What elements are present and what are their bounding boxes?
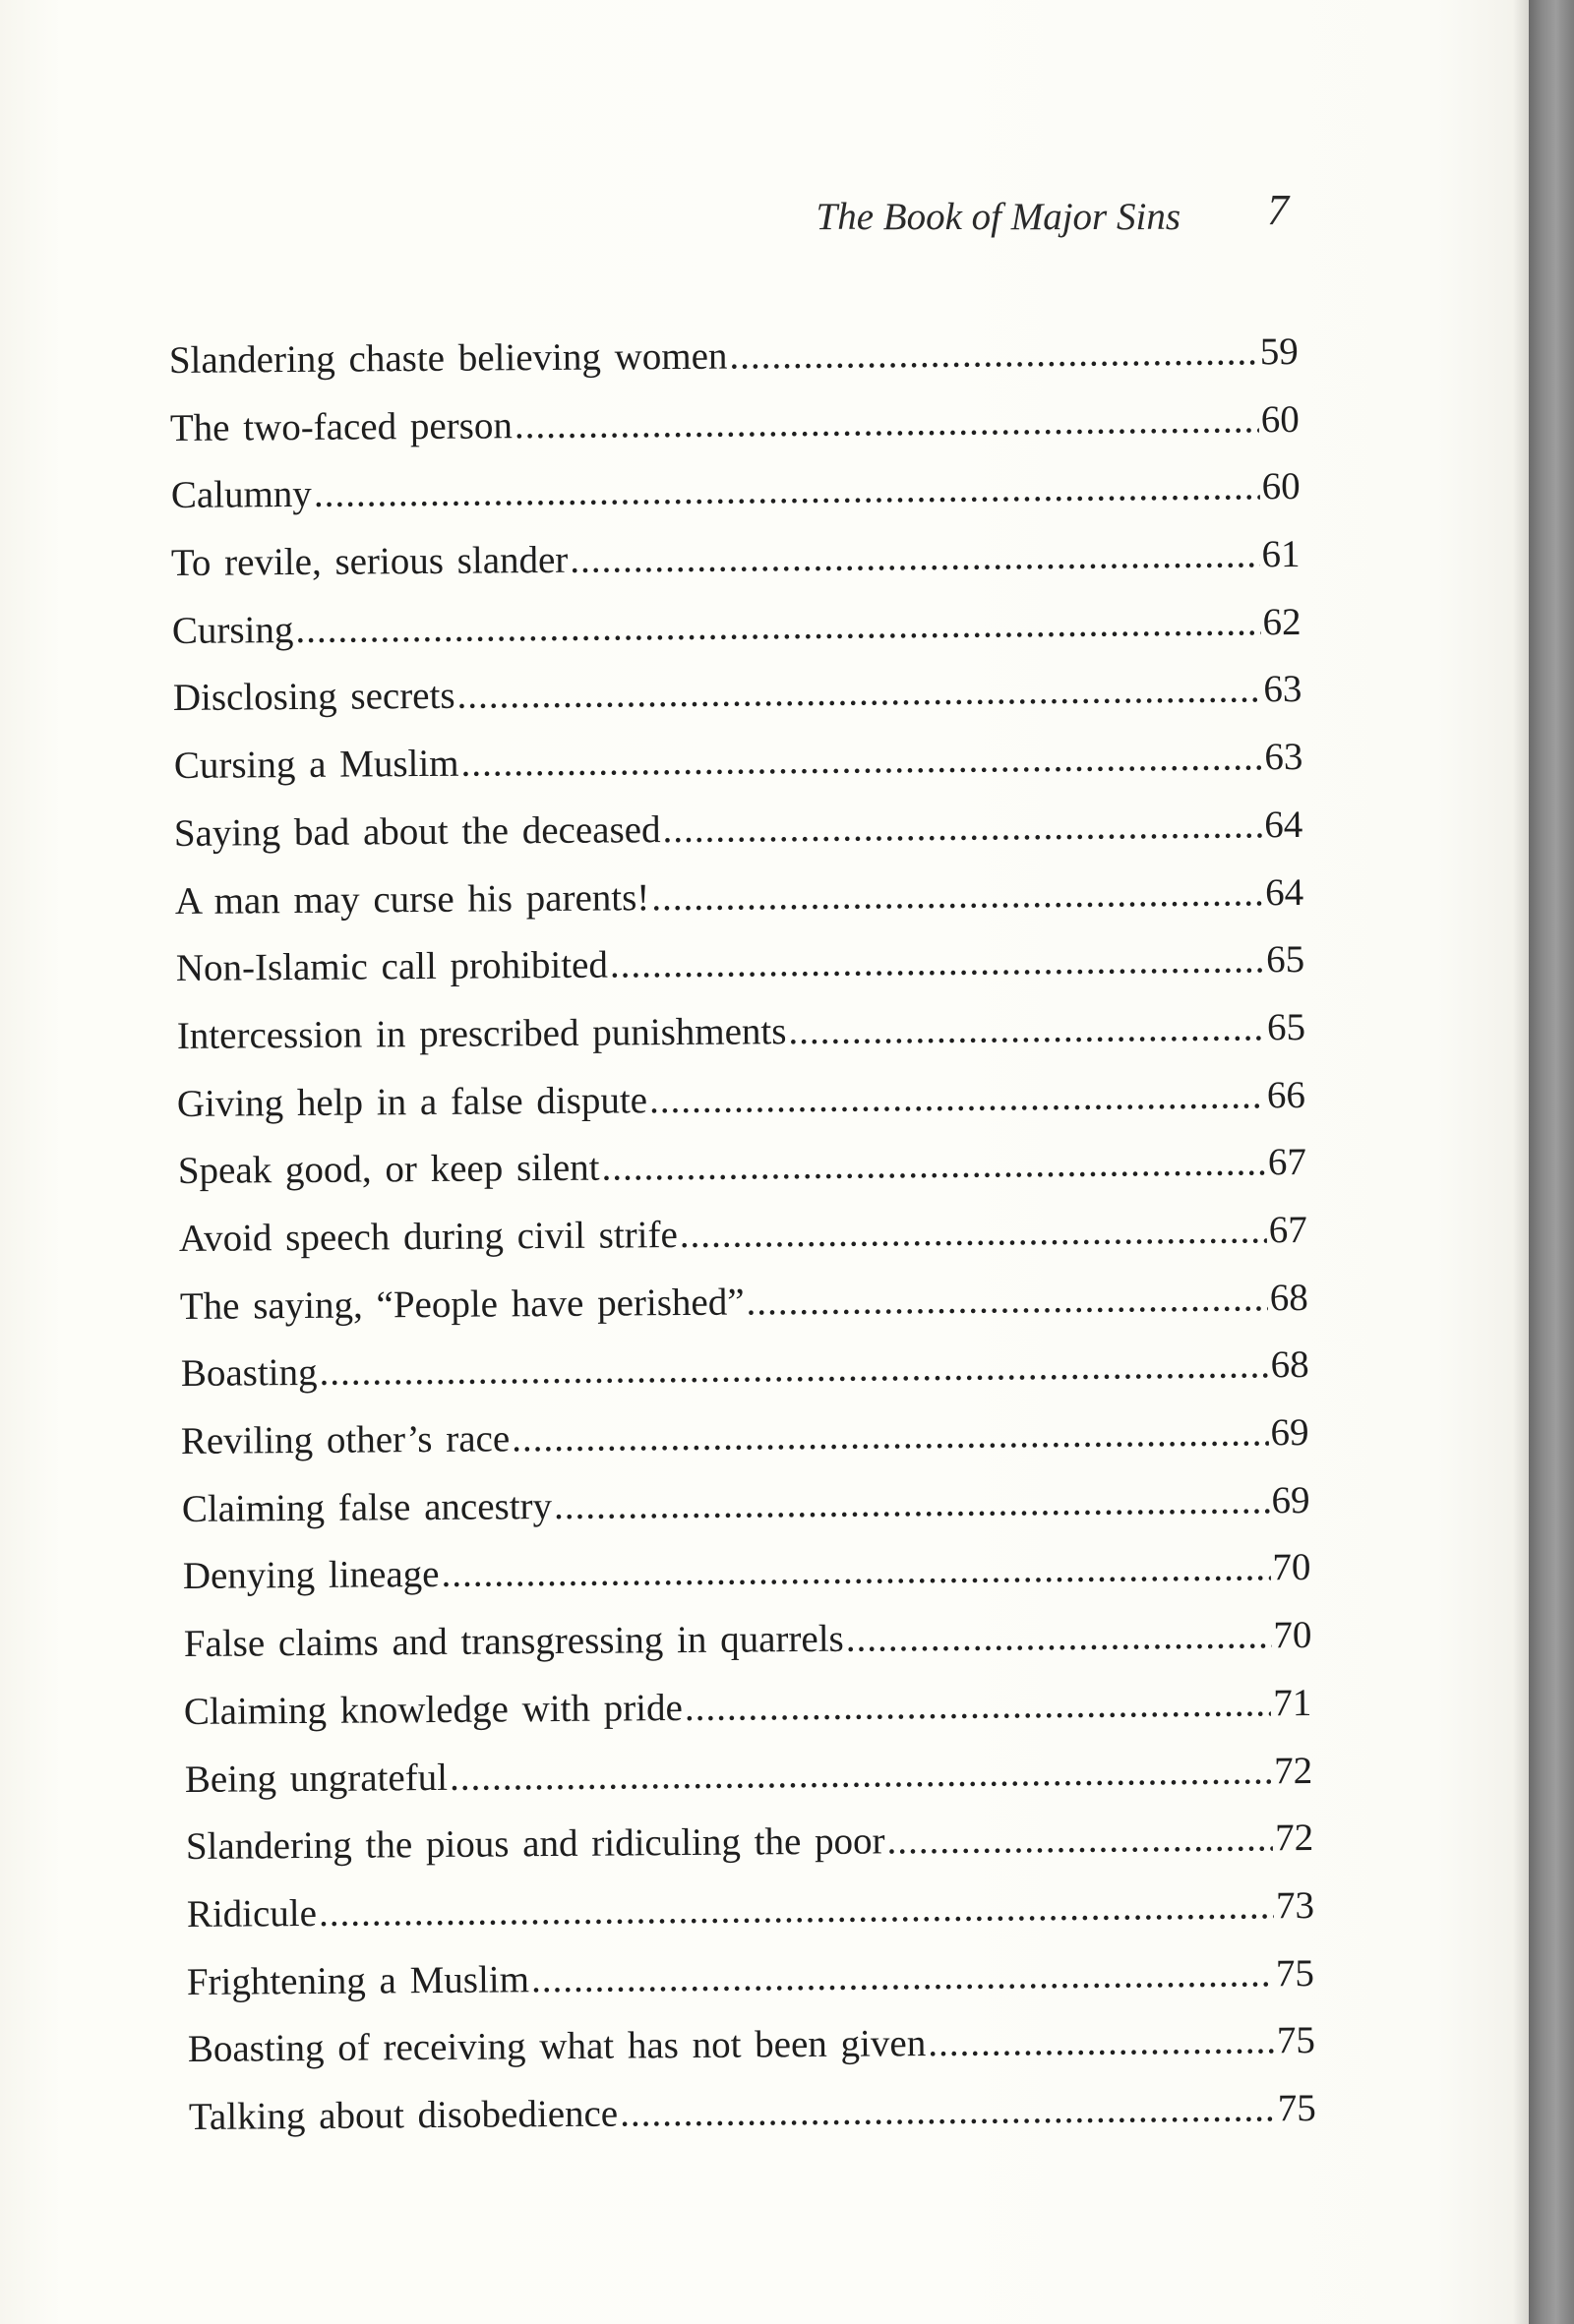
- toc-entry-page: 69: [1271, 1478, 1310, 1522]
- toc-dot-leader: [685, 1684, 1272, 1727]
- toc-dot-leader: [512, 1413, 1269, 1458]
- toc-entry: [170, 450, 1301, 517]
- toc-entry: [177, 1126, 1307, 1193]
- toc-dot-leader: [788, 1008, 1265, 1050]
- toc-entry-title: False claims and transgressing in quarrels: [183, 1617, 844, 1666]
- toc-entry-title: Denying lineage: [182, 1553, 440, 1598]
- toc-dot-leader: [620, 2089, 1276, 2132]
- toc-entry-page: 67: [1268, 1208, 1307, 1252]
- toc-dot-leader: [610, 941, 1265, 984]
- toc-dot-leader: [531, 1954, 1274, 1998]
- toc-dot-leader: [570, 535, 1260, 579]
- toc-dot-leader: [651, 873, 1263, 917]
- toc-dot-leader: [663, 805, 1263, 849]
- toc-entry: [172, 586, 1302, 650]
- toc-entry-page: 72: [1274, 1817, 1314, 1860]
- toc-entry-page: 75: [1277, 2087, 1316, 2130]
- toc-entry-title: Cursing a Muslim: [173, 742, 459, 788]
- toc-entry: [187, 1937, 1315, 2001]
- toc-entry-page: 65: [1266, 1005, 1305, 1049]
- toc-entry-title: Boasting of receiving what has not been given: [187, 2022, 927, 2071]
- toc-entry: [177, 1059, 1306, 1123]
- toc-dot-leader: [729, 332, 1258, 375]
- running-header-title: The Book of Major Sins: [816, 196, 1180, 238]
- toc-entry-page: 71: [1273, 1681, 1312, 1725]
- toc-entry-title: Slandering chaste believing women: [168, 334, 728, 382]
- toc-dot-leader: [602, 1144, 1267, 1187]
- toc-entry-page: 70: [1272, 1546, 1311, 1589]
- toc-entry-title: Claiming false ancestry: [181, 1484, 553, 1530]
- toc-entry-title: Disclosing secrets: [172, 675, 455, 720]
- toc-entry-page: 68: [1269, 1276, 1308, 1319]
- toc-dot-leader: [746, 1279, 1267, 1321]
- toc-entry: [174, 789, 1303, 853]
- toc-entry-page: 66: [1267, 1073, 1306, 1116]
- toc-entry: [173, 721, 1303, 788]
- toc-dot-leader: [456, 671, 1261, 715]
- toc-dot-leader: [554, 1481, 1270, 1525]
- toc-entry-page: 64: [1264, 803, 1303, 847]
- toc-entry: [183, 1599, 1312, 1666]
- toc-dot-leader: [313, 468, 1259, 514]
- toc-entry-title: Reviling other’s race: [180, 1417, 511, 1463]
- toc-entry-title: Talking about disobedience: [188, 2092, 619, 2138]
- toc-dot-leader: [295, 603, 1260, 649]
- toc-entry-title: Calumny: [170, 473, 312, 517]
- toc-entry-title: Frightening a Muslim: [187, 1957, 530, 2003]
- toc-entry: [170, 518, 1302, 585]
- toc-entry: [182, 1531, 1311, 1598]
- toc-entry: [179, 1194, 1307, 1258]
- toc-dot-leader: [514, 400, 1258, 445]
- toc-entry: [182, 1464, 1310, 1528]
- toc-entry: [184, 1667, 1312, 1731]
- toc-entry-page: 65: [1265, 938, 1305, 982]
- toc-entry-title: Avoid speech during civil strife: [178, 1214, 679, 1260]
- toc-entry-title: To revile, serious slander: [170, 538, 569, 585]
- toc-entry-title: Claiming knowledge with pride: [184, 1686, 684, 1733]
- toc-entry-page: 75: [1276, 2019, 1316, 2062]
- toc-entry-page: 63: [1263, 736, 1303, 779]
- toc-entry-title: Intercession in prescribed punishments: [176, 1010, 787, 1057]
- toc-entry-page: 72: [1274, 1749, 1313, 1792]
- toc-entry-page: 62: [1262, 600, 1302, 644]
- toc-entry: [187, 2004, 1316, 2071]
- toc-dot-leader: [680, 1211, 1267, 1254]
- toc-entry-title: Non-Islamic call prohibited: [175, 943, 608, 990]
- toc-entry: [179, 1262, 1307, 1326]
- toc-entry: [180, 1397, 1310, 1463]
- toc-entry-title: Speak good, or keep silent: [177, 1146, 600, 1193]
- toc-dot-leader: [928, 2022, 1275, 2063]
- toc-dot-leader: [441, 1549, 1270, 1594]
- toc-entry-page: 68: [1270, 1343, 1309, 1387]
- toc-dot-leader: [319, 1886, 1274, 1933]
- toc-entry-title: The two-faced person: [169, 403, 513, 449]
- toc-entry-title: The saying, “People have perished”: [179, 1281, 745, 1328]
- toc-entry: [169, 316, 1299, 380]
- page-number: 7: [1267, 186, 1289, 234]
- toc-entry-title: Slandering the pious and ridiculing the poor: [185, 1819, 885, 1869]
- toc-entry-page: 67: [1267, 1141, 1307, 1184]
- toc-entry: [185, 1735, 1313, 1799]
- toc-dot-leader: [845, 1616, 1271, 1657]
- toc-entry: [169, 384, 1299, 447]
- toc-dot-leader: [450, 1752, 1272, 1797]
- toc-entry-page: 59: [1259, 329, 1299, 374]
- toc-entry: [186, 1870, 1314, 1934]
- toc-dot-leader: [460, 738, 1262, 782]
- toc-entry: [176, 991, 1305, 1055]
- toc-entry-title: Being ungrateful: [184, 1756, 449, 1801]
- book-edge: [1529, 0, 1574, 2324]
- toc-entry-page: 60: [1261, 465, 1301, 508]
- toc-entry-title: Ridicule: [186, 1891, 317, 1936]
- toc-entry: [175, 857, 1304, 921]
- toc-entry-title: Boasting: [180, 1351, 318, 1396]
- toc-dot-leader: [649, 1076, 1265, 1119]
- toc-entry: [189, 2072, 1316, 2136]
- toc-entry-page: 60: [1260, 397, 1300, 441]
- toc-entry: [185, 1802, 1314, 1869]
- toc-entry-title: Giving help in a false dispute: [177, 1078, 648, 1125]
- toc-entry-title: A man may curse his parents!: [174, 875, 650, 923]
- toc-entry: [180, 1329, 1309, 1396]
- toc-dot-leader: [319, 1346, 1268, 1393]
- toc-entry-page: 61: [1261, 533, 1302, 576]
- toc-entry-page: 75: [1276, 1951, 1315, 1995]
- toc-entry: [175, 924, 1305, 990]
- toc-dot-leader: [886, 1819, 1273, 1861]
- toc-entry-page: 73: [1275, 1883, 1314, 1928]
- toc-entry: [172, 653, 1302, 720]
- toc-entry-page: 63: [1263, 668, 1302, 711]
- toc-entry-page: 64: [1265, 870, 1304, 914]
- toc-entry-title: Saying bad about the deceased: [174, 807, 662, 855]
- toc-entry-page: 70: [1272, 1614, 1312, 1657]
- toc-entry-page: 69: [1270, 1411, 1310, 1455]
- toc-entry-title: Cursing: [171, 608, 294, 652]
